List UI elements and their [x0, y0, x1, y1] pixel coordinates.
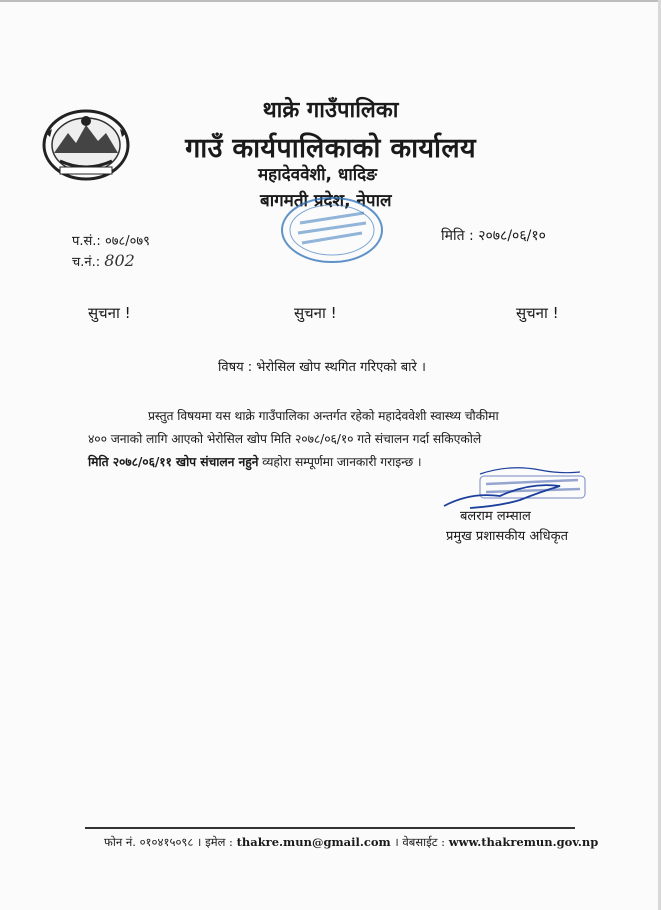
subject-line: विषय : भेरोसिल खोप स्थगित गरिएको बारे । — [218, 360, 426, 375]
province-name: बागमती प्रदेश, नेपाल — [260, 191, 392, 211]
footer-phone: फोन नं. ०१०४१५०९८ । इमेल : — [104, 835, 237, 849]
office-name: गाउँ कार्यपालिकाको कार्यालय — [185, 133, 476, 164]
municipality-name: थाक्रे गाउँपालिका — [262, 98, 399, 123]
body-line-3-bold: मिति २०७८/०६/११ खोप संचालन नहुने — [88, 455, 259, 469]
top-border-line — [0, 0, 661, 2]
dispatch-label: च.नं.: — [72, 255, 101, 270]
reference-number: प.सं.: ०७८/०७९ — [72, 234, 150, 249]
notice-label-center: सुचना ! — [294, 304, 337, 322]
body-line-3-rest: व्यहोरा सम्पूर्णमा जानकारी गराइन्छ । — [258, 455, 422, 469]
footer-email-link[interactable]: thakre.mun@gmail.com — [236, 835, 391, 849]
notice-label-left: सुचना ! — [88, 304, 131, 322]
letter-date: मिति : २०७८/०६/१० — [441, 228, 546, 244]
body-line-1: प्रस्तुत विषयमा यस थाक्रे गाउँपालिका अन्तर्गत रहेको महादेववेशी स्वास्थ्य चौकीमा — [148, 409, 499, 423]
notice-label-right: सुचना ! — [516, 304, 559, 322]
signatory-name: बलराम लम्साल — [460, 509, 531, 524]
dispatch-value: 802 — [104, 251, 135, 270]
footer-contact — [104, 835, 598, 850]
official-stamp-icon — [278, 195, 386, 265]
footer-website-link[interactable]: www.thakremun.gov.np — [448, 835, 599, 849]
signatory-title: प्रमुख प्रशासकीय अधिकृत — [446, 529, 569, 544]
footer-separator: । वेबसाईट : — [390, 835, 449, 849]
dispatch-number — [72, 251, 135, 270]
office-location: महादेववेशी, धादिङ — [258, 165, 377, 185]
body-line-2: ४०० जनाको लागि आएको भेरोसिल खोप मिति २०७८/०६/१० गते संचालन गर्दा सकिएकोले — [88, 432, 482, 446]
footer-divider — [85, 827, 575, 829]
